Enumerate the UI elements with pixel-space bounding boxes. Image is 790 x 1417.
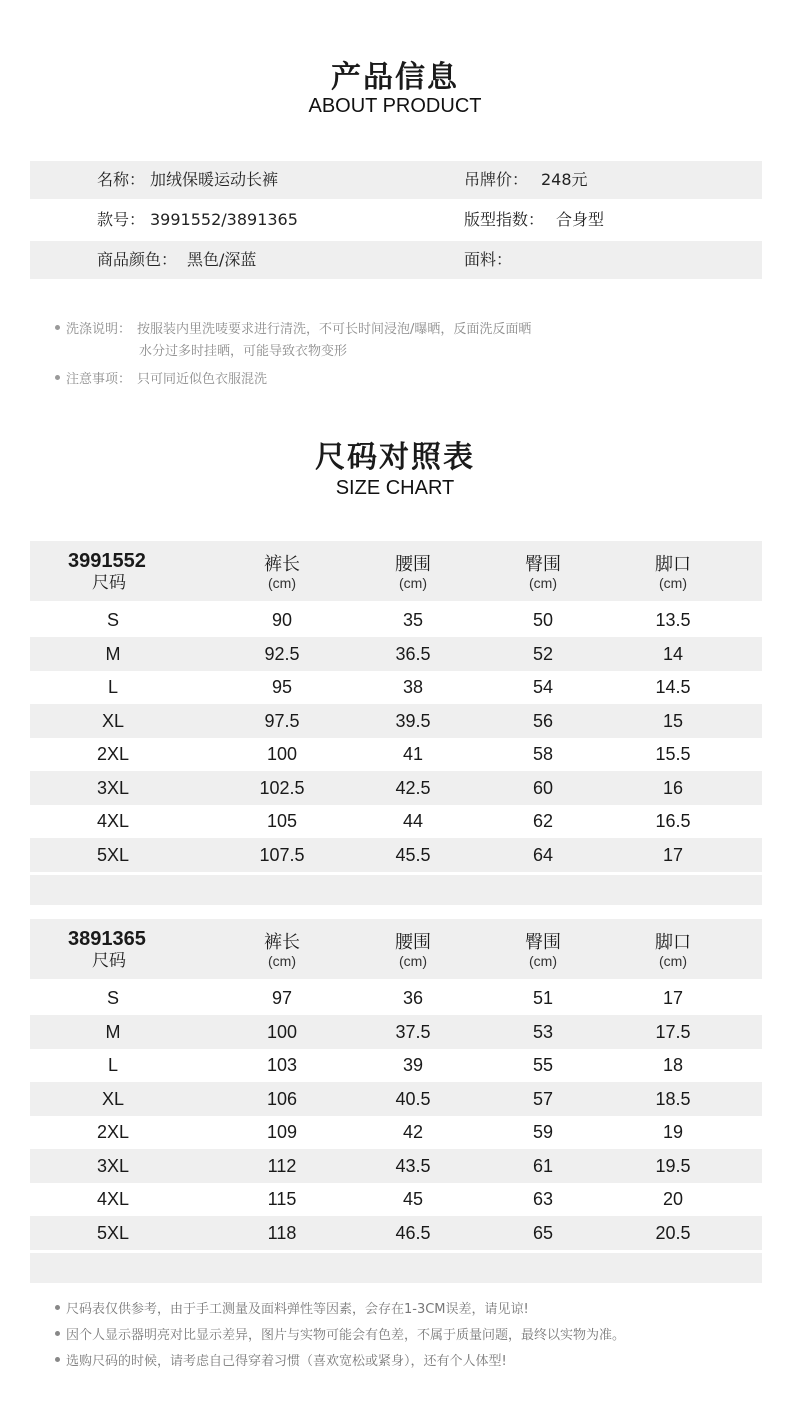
- measure-cell: 36.5: [395, 643, 431, 664]
- footnote-text: 尺码表仅供参考，由于手工测量及面料弹性等因素，会存在1-3CM误差，请见谅!: [66, 1302, 529, 1317]
- table-row: [30, 603, 762, 637]
- size-table-2: [30, 919, 762, 1256]
- measure-cell: 100: [266, 1021, 298, 1042]
- measure-cell: 17.5: [655, 1021, 691, 1042]
- measure-cell: 97.5: [264, 710, 300, 731]
- bullet-icon: [55, 1357, 60, 1362]
- measure-cell: 50: [532, 610, 554, 630]
- measure-cell: 13.5: [655, 610, 691, 630]
- table-row: [30, 771, 762, 805]
- price-label: 吊牌价：: [464, 170, 529, 189]
- measure-cell: 18: [662, 1055, 684, 1075]
- measure-cell: 57: [532, 1088, 554, 1109]
- measure-cell: 41: [402, 744, 424, 764]
- measure-cell: 65: [532, 1222, 554, 1243]
- measure-cell: 55: [532, 1055, 554, 1075]
- measure-cell: 42.5: [395, 777, 431, 798]
- size-cell: M: [105, 643, 121, 664]
- measure-cell: 107.5: [259, 844, 305, 865]
- measure-cell: 46.5: [395, 1222, 431, 1243]
- column-header: 腰围: [395, 554, 431, 575]
- measure-cell: 35: [402, 610, 424, 630]
- measure-cell: 43.5: [395, 1155, 431, 1176]
- measure-cell: 45: [402, 1189, 424, 1209]
- table-row: [30, 981, 762, 1015]
- style-number: 3891365: [68, 928, 146, 950]
- caution-label: 注意事项：: [66, 372, 132, 387]
- name-value: 加绒保暖运动长裤: [150, 170, 279, 189]
- color-value: 黑色/深蓝: [187, 250, 257, 269]
- measure-cell: 14: [662, 643, 684, 664]
- measure-cell: 14.5: [655, 677, 691, 697]
- size-column-header: 尺码: [92, 573, 126, 593]
- column-header: 脚口: [655, 554, 691, 575]
- measure-cell: 92.5: [264, 643, 300, 664]
- size-cell: 3XL: [96, 777, 130, 798]
- measure-cell: 40.5: [395, 1088, 431, 1109]
- table-row: [30, 1216, 762, 1250]
- measure-cell: 18.5: [655, 1088, 691, 1109]
- footnote-1: [55, 1298, 529, 1317]
- measure-cell: 42: [402, 1122, 424, 1142]
- column-header: 臀围: [525, 554, 561, 575]
- fabric-label: 面料：: [464, 250, 513, 269]
- measure-cell: 53: [532, 1021, 554, 1042]
- measure-cell: 17: [662, 844, 684, 865]
- measure-cell: 20.5: [655, 1222, 691, 1243]
- size-cell: 5XL: [96, 844, 130, 865]
- measure-cell: 95: [271, 677, 293, 697]
- color-label: 商品颜色：: [97, 250, 178, 269]
- table-row: [30, 1015, 762, 1049]
- measure-cell: 54: [532, 677, 554, 697]
- bullet-icon: [55, 375, 60, 380]
- measure-cell: 102.5: [259, 777, 305, 798]
- size-cell: 4XL: [96, 811, 130, 831]
- column-header: 裤长: [264, 932, 300, 953]
- table-row: [30, 704, 762, 738]
- size-cell: L: [107, 1055, 118, 1075]
- wash-text: 按服装内里洗唛要求进行清洗，不可长时间浸泡/曝晒，反面洗反面晒: [137, 322, 532, 337]
- bullet-icon: [55, 1331, 60, 1336]
- bullet-icon: [55, 1305, 60, 1310]
- table-row: [30, 1149, 762, 1183]
- measure-cell: 15: [662, 710, 684, 731]
- size-cell: 5XL: [96, 1222, 130, 1243]
- table-header: [30, 541, 762, 601]
- caution-text: 只可同近似色衣服混洗: [137, 372, 268, 387]
- measure-cell: 52: [532, 643, 554, 664]
- measure-cell: 61: [532, 1155, 554, 1176]
- measure-cell: 90: [271, 610, 293, 630]
- measure-cell: 62: [532, 811, 554, 831]
- style-no-label: 款号：: [97, 210, 146, 229]
- measure-cell: 97: [271, 988, 293, 1008]
- measure-cell: 16.5: [655, 811, 691, 831]
- table-row: [30, 1082, 762, 1116]
- table-row: [30, 670, 762, 704]
- info-row-3: [30, 241, 762, 279]
- table-header: [30, 919, 762, 979]
- table-row: [30, 1048, 762, 1082]
- footnote-text: 选购尺码的时候，请考虑自己得穿着习惯（喜欢宽松或紧身），还有个人体型!: [66, 1354, 507, 1369]
- measure-cell: 109: [266, 1122, 298, 1142]
- measure-cell: 20: [662, 1189, 684, 1209]
- wash-label: 洗涤说明：: [66, 322, 132, 337]
- measure-cell: 44: [402, 811, 424, 831]
- measure-cell: 58: [532, 744, 554, 764]
- size-cell: 3XL: [96, 1155, 130, 1176]
- table-row: [30, 737, 762, 771]
- size-cell: 2XL: [96, 744, 130, 764]
- column-header: 臀围: [525, 932, 561, 953]
- column-header: 脚口: [655, 932, 691, 953]
- table-footer-band: [30, 1253, 762, 1283]
- measure-cell: 103: [266, 1055, 298, 1075]
- column-unit: (cm): [399, 953, 427, 969]
- measure-cell: 17: [662, 988, 684, 1008]
- size-column-header: 尺码: [92, 951, 126, 971]
- measure-cell: 39.5: [395, 710, 431, 731]
- measure-cell: 16: [662, 777, 684, 798]
- column-unit: (cm): [399, 575, 427, 591]
- table-footer-band: [30, 875, 762, 905]
- measure-cell: 19.5: [655, 1155, 691, 1176]
- size-table-1: [30, 541, 762, 878]
- size-cell: 2XL: [96, 1122, 130, 1142]
- measure-cell: 64: [532, 844, 554, 865]
- size-cell: 4XL: [96, 1189, 130, 1209]
- fit-value: 合身型: [556, 210, 605, 229]
- size-cell: S: [106, 988, 119, 1008]
- column-unit: (cm): [268, 575, 296, 591]
- info-row-1: [30, 161, 762, 199]
- fit-label: 版型指数：: [464, 210, 545, 229]
- table-row: [30, 637, 762, 671]
- measure-cell: 100: [266, 744, 298, 764]
- caution-note: [55, 368, 267, 387]
- measure-cell: 45.5: [395, 844, 431, 865]
- column-unit: (cm): [659, 953, 687, 969]
- size-cell: M: [105, 1021, 121, 1042]
- measure-cell: 36: [402, 988, 424, 1008]
- measure-cell: 37.5: [395, 1021, 431, 1042]
- measure-cell: 118: [267, 1222, 297, 1243]
- measure-cell: 38: [402, 677, 424, 697]
- style-number: 3991552: [68, 550, 146, 572]
- table-row: [30, 804, 762, 838]
- column-unit: (cm): [268, 953, 296, 969]
- size-cell: S: [106, 610, 119, 630]
- measure-cell: 112: [267, 1155, 297, 1176]
- column-unit: (cm): [659, 575, 687, 591]
- footnote-2: [55, 1324, 625, 1343]
- wash-note: [55, 318, 531, 337]
- wash-note-line2: 水分过多时挂晒，可能导致衣物变形: [139, 344, 348, 359]
- size-cell: XL: [101, 710, 125, 731]
- size-chart-title: 尺码对照表: [315, 440, 475, 475]
- measure-cell: 39: [402, 1055, 424, 1075]
- product-info-title: 产品信息: [331, 60, 459, 95]
- style-no-value: 3991552/3891365: [150, 210, 298, 229]
- size-cell: L: [107, 677, 118, 697]
- size-cell: XL: [101, 1088, 125, 1109]
- measure-cell: 19: [662, 1122, 684, 1142]
- bullet-icon: [55, 325, 60, 330]
- size-chart-subtitle: SIZE CHART: [335, 477, 455, 499]
- footnote-3: [55, 1350, 507, 1369]
- measure-cell: 63: [532, 1189, 554, 1209]
- product-info-subtitle: ABOUT PRODUCT: [308, 95, 482, 117]
- table-row: [30, 838, 762, 872]
- price-value: 248元: [541, 170, 588, 189]
- column-header: 裤长: [264, 554, 300, 575]
- measure-cell: 105: [266, 811, 298, 831]
- column-unit: (cm): [529, 575, 557, 591]
- measure-cell: 115: [267, 1189, 297, 1209]
- measure-cell: 15.5: [655, 744, 691, 764]
- column-unit: (cm): [529, 953, 557, 969]
- measure-cell: 60: [532, 777, 554, 798]
- name-label: 名称：: [97, 170, 146, 189]
- table-row: [30, 1115, 762, 1149]
- column-header: 腰围: [395, 932, 431, 953]
- info-row-2: [30, 201, 762, 239]
- measure-cell: 56: [532, 710, 554, 731]
- measure-cell: 106: [266, 1088, 298, 1109]
- table-row: [30, 1182, 762, 1216]
- measure-cell: 59: [532, 1122, 554, 1142]
- measure-cell: 51: [532, 988, 554, 1008]
- footnote-text: 因个人显示器明亮对比显示差异，图片与实物可能会有色差，不属于质量问题，最终以实物为准。: [66, 1328, 626, 1343]
